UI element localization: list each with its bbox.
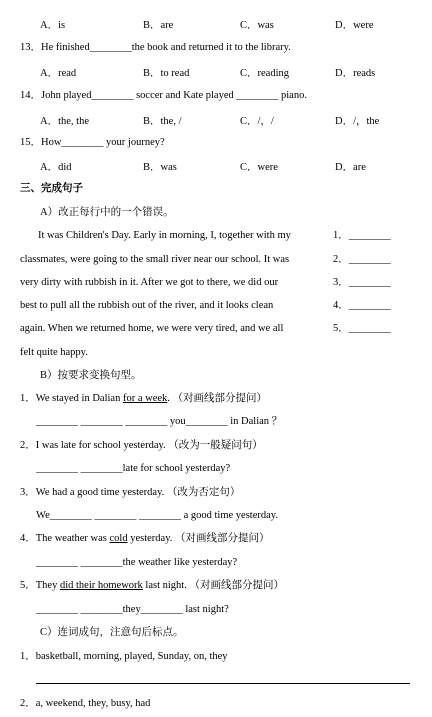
part-b-question-4: [20, 532, 270, 545]
q12-option-a: A．is: [40, 20, 66, 31]
q13-number: 13．He finished: [20, 42, 90, 53]
question-instruction: last night. （对画线部分提问）: [142, 580, 284, 591]
question-text: 5．They: [20, 580, 60, 591]
question-text: 3．We had a good time yesterday. （改为否定句）: [20, 487, 241, 498]
part-b-question-3: [20, 486, 240, 499]
passage-line: It was Children's Day. Early in morning, I, together with my: [38, 230, 291, 241]
q14-mid: soccer and Kate played: [136, 90, 234, 101]
q13-option-c: C．reading: [240, 68, 289, 79]
part-b-question-1: [20, 392, 267, 405]
question-text: 2．I was late for school yesterday. （改为一般疑问句）: [20, 440, 263, 451]
part-c-item-2: 2．a, weekend, they, busy, had: [20, 698, 151, 709]
part-b-title: B）按要求变换句型。: [40, 370, 142, 381]
q15-rest: your journey?: [106, 137, 165, 148]
underlined-phrase: did their homework: [59, 580, 143, 591]
q12-option-c: C．was: [240, 20, 274, 31]
q14-blank-1: ________: [91, 90, 134, 101]
q13-option-a: A．read: [40, 68, 77, 79]
answer-blank-1[interactable]: 1．________: [333, 230, 391, 241]
question-text: 1．We stayed in Dalian: [20, 393, 123, 404]
q14-option-b: B．the, /: [143, 116, 182, 127]
q14-blank-2: ________: [236, 90, 279, 101]
answer-blank-5[interactable]: 5．________: [333, 323, 391, 334]
part-b-answer-4[interactable]: ________ ________the weather like yesterday?: [36, 557, 238, 568]
answer-blank-2[interactable]: 2．________: [333, 254, 391, 265]
part-b-answer-1[interactable]: ________ ________ ________ you________ in Dalian ？: [36, 416, 283, 427]
q13-option-b: B．to read: [143, 68, 190, 79]
q13-option-d: D．reads: [335, 68, 376, 79]
q15-option-a: A．did: [40, 162, 72, 173]
question-instruction: . （对画线部分提问）: [167, 393, 268, 404]
question-instruction: yesterday. （对画线部分提问）: [127, 533, 270, 544]
question-text: 4．The weather was: [20, 533, 110, 544]
q13-blank: ________: [89, 42, 132, 53]
q15-option-b: B．was: [143, 162, 177, 173]
q15-option-c: C．were: [240, 162, 278, 173]
underlined-phrase: cold: [109, 533, 128, 544]
part-a-title: A）改正每行中的一个错误。: [40, 207, 174, 218]
passage-line: classmates, were going to the small river near our school. It was: [20, 254, 290, 265]
q14-option-c: C．/，/: [240, 116, 274, 127]
q15-option-d: D．are: [335, 162, 366, 173]
q14-question: [20, 89, 307, 102]
answer-blank-4[interactable]: 4．________: [333, 300, 391, 311]
part-b-answer-3[interactable]: We________ ________ ________ a good time yesterday.: [36, 510, 278, 521]
q12-option-d: D．were: [335, 20, 374, 31]
answer-blank-3[interactable]: 3．________: [333, 277, 391, 288]
part-c-item-1: 1．basketball, morning, played, Sunday, on, they: [20, 651, 228, 662]
q13-question: [20, 41, 291, 54]
q14-option-a: A．the, the: [40, 116, 89, 127]
part-b-question-5: [20, 579, 284, 592]
passage-line: best to pull all the rubbish out of the river, and it looks clean: [20, 300, 274, 311]
q12-option-b: B．are: [143, 20, 174, 31]
part-b-question-2: [20, 439, 263, 452]
passage-line: felt quite happy.: [20, 347, 88, 358]
part-b-answer-2[interactable]: ________ ________late for school yesterday?: [36, 463, 231, 474]
answer-line[interactable]: [36, 683, 410, 684]
q14-rest: piano.: [281, 90, 307, 101]
part-c-title: C）连词成句，注意句后标点。: [40, 627, 184, 638]
passage-line: again. When we returned home, we were very tired, and we all: [20, 323, 284, 334]
q15-number: 15．How: [20, 137, 62, 148]
q15-question: [20, 136, 165, 149]
underlined-phrase: for a week: [122, 393, 168, 404]
q15-blank: ________: [61, 137, 104, 148]
q14-number: 14．John played: [20, 90, 92, 101]
q13-rest: the book and returned it to the library.: [131, 42, 291, 53]
section-heading: 三、完成句子: [20, 183, 83, 194]
passage-line: very dirty with rubbish in it. After we got to there, we did our: [20, 277, 279, 288]
part-b-answer-5[interactable]: ________ ________they________ last night?: [36, 604, 229, 615]
q14-option-d: D．/，the: [335, 116, 380, 127]
